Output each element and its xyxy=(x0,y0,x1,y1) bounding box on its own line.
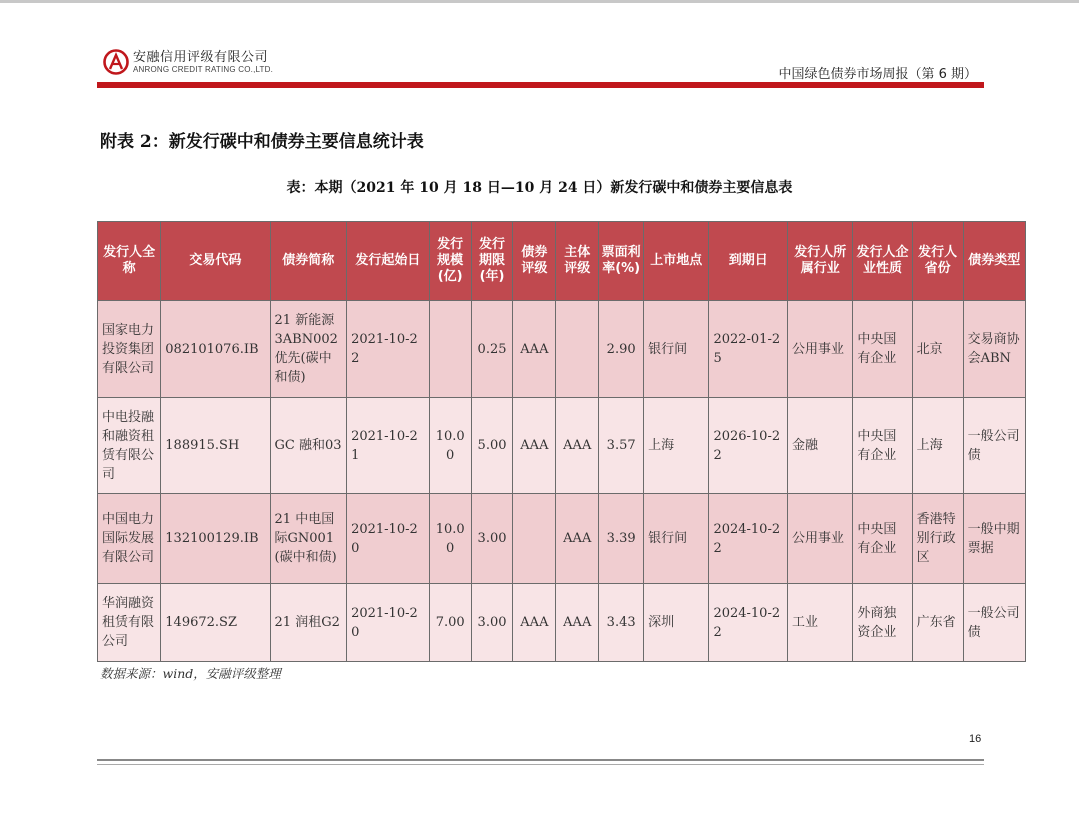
bond-type-cell: 交易商协会ABN xyxy=(963,301,1025,398)
column-header: 交易代码 xyxy=(161,222,270,301)
column-header: 发行人省份 xyxy=(912,222,963,301)
province-cell: 香港特别行政区 xyxy=(912,494,963,584)
company-logo xyxy=(103,49,273,75)
column-header: 发行人全称 xyxy=(98,222,161,301)
column-header: 债券评级 xyxy=(513,222,556,301)
bond-short-name-cell: GC 融和03 xyxy=(270,398,347,494)
bond-rating-cell: AAA xyxy=(513,584,556,662)
column-header: 票面利率(%) xyxy=(599,222,644,301)
issue-size-cell xyxy=(429,301,471,398)
coupon-rate-cell: 3.39 xyxy=(599,494,644,584)
bond-short-name-cell: 21 新能源3ABN002优先(碳中和债) xyxy=(270,301,347,398)
trade-code-cell: 149672.SZ xyxy=(161,584,270,662)
trade-code-cell: 188915.SH xyxy=(161,398,270,494)
bond-rating-cell: AAA xyxy=(513,398,556,494)
anrong-logo-icon xyxy=(103,49,129,75)
table-row xyxy=(98,494,1026,584)
bond-rating-cell: AAA xyxy=(513,301,556,398)
bond-type-cell: 一般中期票据 xyxy=(963,494,1025,584)
issue-date-cell: 2021-10-22 xyxy=(347,301,430,398)
top-divider xyxy=(0,0,1079,3)
bond-info-table xyxy=(97,221,1026,662)
issue-size-cell: 7.00 xyxy=(429,584,471,662)
province-cell: 北京 xyxy=(912,301,963,398)
issue-date-cell: 2021-10-21 xyxy=(347,398,430,494)
footer-divider xyxy=(97,759,984,761)
industry-cell: 工业 xyxy=(788,584,853,662)
term-cell: 3.00 xyxy=(471,584,513,662)
listing-venue-cell: 上海 xyxy=(644,398,709,494)
table-caption: 表：本期（2021 年 10 月 18 日—10 月 24 日）新发行碳中和债券主要信息表 xyxy=(286,180,793,196)
issuer-name-cell: 中电投融和融资租赁有限公司 xyxy=(98,398,161,494)
bond-type-cell: 一般公司债 xyxy=(963,398,1025,494)
issuer-name-cell: 华润融资租赁有限公司 xyxy=(98,584,161,662)
industry-cell: 金融 xyxy=(788,398,853,494)
industry-cell: 公用事业 xyxy=(788,494,853,584)
bond-short-name-cell: 21 润租G2 xyxy=(270,584,347,662)
issuer-rating-cell: AAA xyxy=(556,494,599,584)
term-cell: 5.00 xyxy=(471,398,513,494)
column-header: 发行规模(亿) xyxy=(429,222,471,301)
issuer-name-cell: 国家电力投资集团有限公司 xyxy=(98,301,161,398)
issue-date-cell: 2021-10-20 xyxy=(347,494,430,584)
logo-chinese-name: 安融信用评级有限公司 xyxy=(133,49,269,65)
data-source-note: 数据来源：wind，安融评级整理 xyxy=(100,666,281,681)
coupon-rate-cell: 2.90 xyxy=(599,301,644,398)
column-header: 发行期限(年) xyxy=(471,222,513,301)
ownership-type-cell: 中央国有企业 xyxy=(853,398,912,494)
report-title: 中国绿色债券市场周报（第 6 期） xyxy=(778,67,977,82)
issuer-rating-cell xyxy=(556,301,599,398)
trade-code-cell: 082101076.IB xyxy=(161,301,270,398)
section-heading: 附表 2：新发行碳中和债券主要信息统计表 xyxy=(100,132,424,152)
footer-divider-thin xyxy=(97,764,984,765)
column-header: 发行人所属行业 xyxy=(788,222,853,301)
industry-cell: 公用事业 xyxy=(788,301,853,398)
header-red-bar xyxy=(97,82,984,88)
bond-type-cell: 一般公司债 xyxy=(963,584,1025,662)
bond-rating-cell xyxy=(513,494,556,584)
coupon-rate-cell: 3.57 xyxy=(599,398,644,494)
table-row xyxy=(98,301,1026,398)
column-header: 债券简称 xyxy=(270,222,347,301)
table-row xyxy=(98,584,1026,662)
maturity-date-cell: 2024-10-22 xyxy=(709,584,788,662)
ownership-type-cell: 外商独资企业 xyxy=(853,584,912,662)
column-header: 发行人企业性质 xyxy=(853,222,912,301)
listing-venue-cell: 深圳 xyxy=(644,584,709,662)
ownership-type-cell: 中央国有企业 xyxy=(853,494,912,584)
page-number: 16 xyxy=(969,733,982,745)
table-header-row xyxy=(98,222,1026,301)
bond-short-name-cell: 21 中电国际GN001(碳中和债) xyxy=(270,494,347,584)
listing-venue-cell: 银行间 xyxy=(644,494,709,584)
maturity-date-cell: 2022-01-25 xyxy=(709,301,788,398)
issuer-name-cell: 中国电力国际发展有限公司 xyxy=(98,494,161,584)
issue-size-cell: 10.00 xyxy=(429,398,471,494)
table-row xyxy=(98,398,1026,494)
maturity-date-cell: 2026-10-22 xyxy=(709,398,788,494)
province-cell: 广东省 xyxy=(912,584,963,662)
column-header: 债券类型 xyxy=(963,222,1025,301)
term-cell: 0.25 xyxy=(471,301,513,398)
maturity-date-cell: 2024-10-22 xyxy=(709,494,788,584)
ownership-type-cell: 中央国有企业 xyxy=(853,301,912,398)
column-header: 主体评级 xyxy=(556,222,599,301)
term-cell: 3.00 xyxy=(471,494,513,584)
issuer-rating-cell: AAA xyxy=(556,398,599,494)
listing-venue-cell: 银行间 xyxy=(644,301,709,398)
issuer-rating-cell: AAA xyxy=(556,584,599,662)
column-header: 到期日 xyxy=(709,222,788,301)
logo-english-name: ANRONG CREDIT RATING CO.,LTD. xyxy=(133,64,274,74)
issue-date-cell: 2021-10-20 xyxy=(347,584,430,662)
column-header: 发行起始日 xyxy=(347,222,430,301)
trade-code-cell: 132100129.IB xyxy=(161,494,270,584)
issue-size-cell: 10.00 xyxy=(429,494,471,584)
province-cell: 上海 xyxy=(912,398,963,494)
coupon-rate-cell: 3.43 xyxy=(599,584,644,662)
column-header: 上市地点 xyxy=(644,222,709,301)
